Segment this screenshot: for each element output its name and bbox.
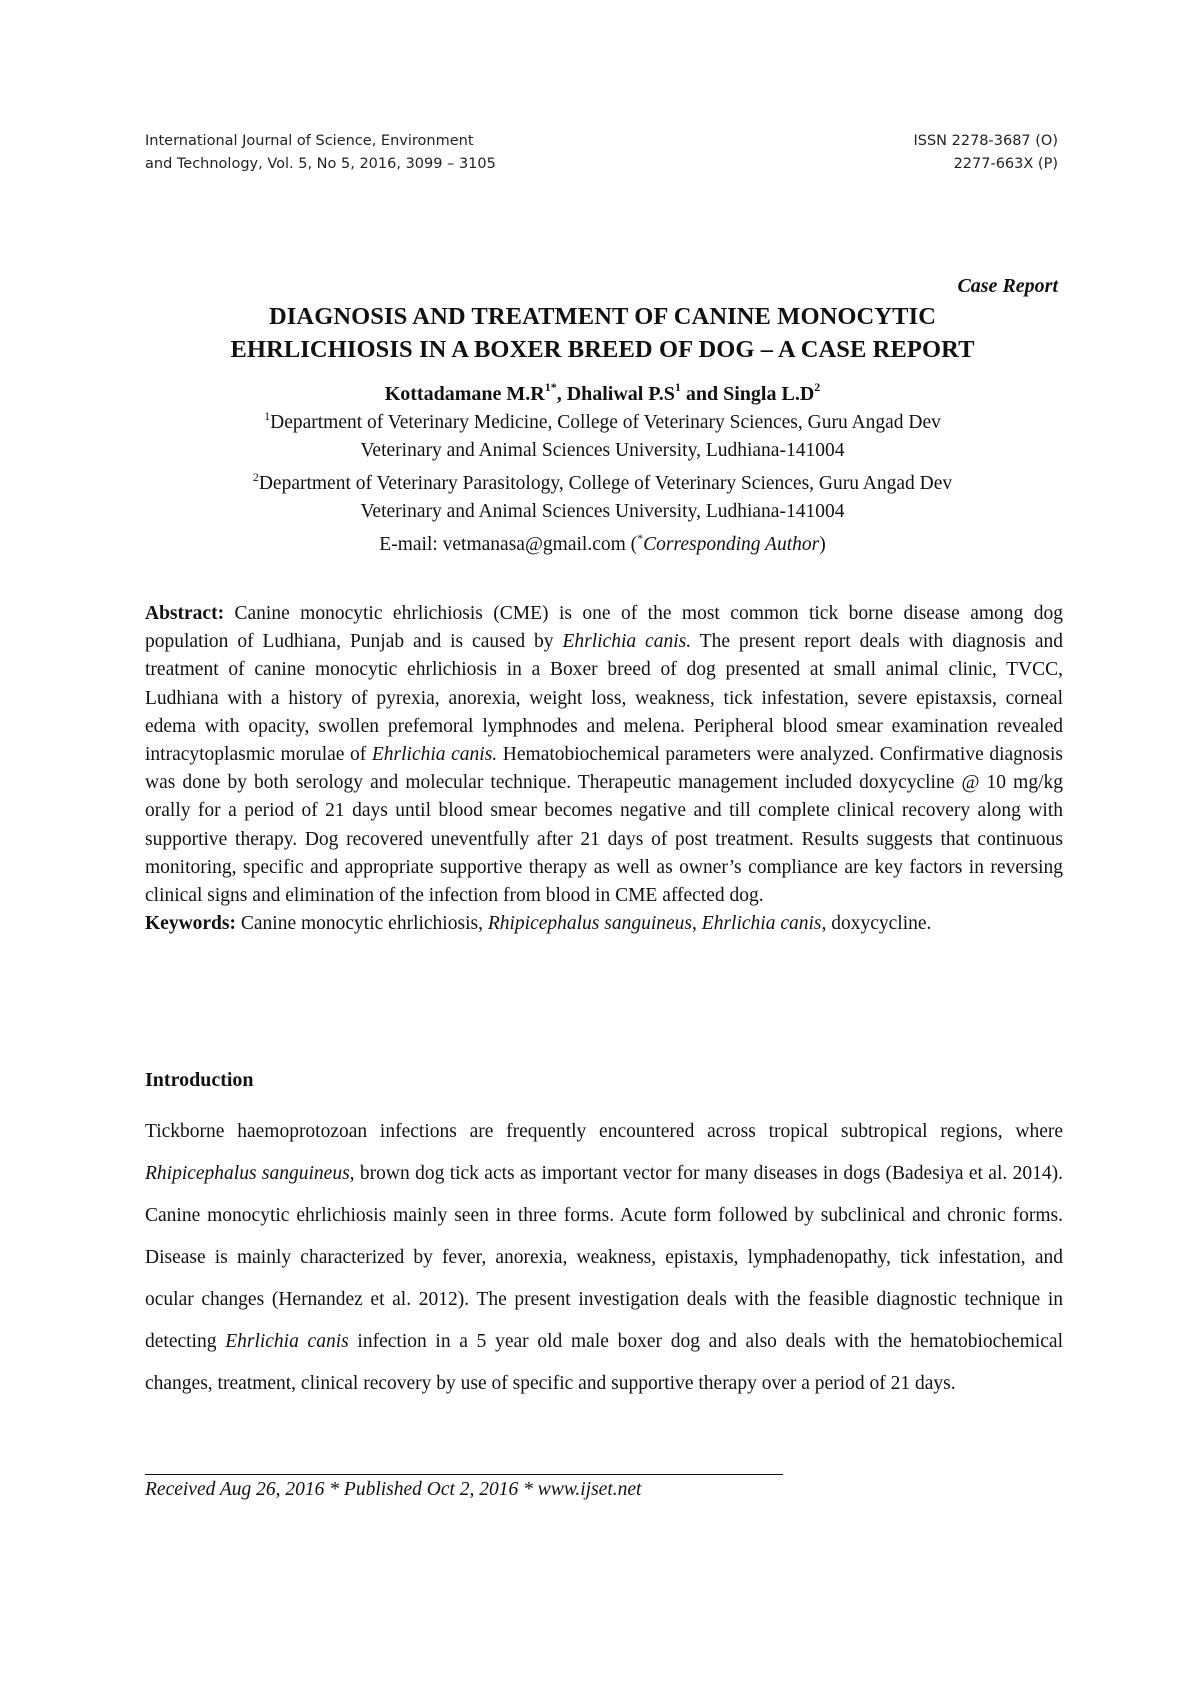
author-1: Kottadamane M.R (384, 383, 545, 405)
author-separator: and (680, 383, 724, 405)
affiliation-2-line-1: $^2$Department of Veterinary Parasitology, College of Veterinary Sciences, Guru Angad Dev (252, 470, 953, 494)
footer-divider (145, 1474, 783, 1475)
author-3: Singla L.D (723, 383, 815, 405)
introduction-paragraph: Tickborne haemoprotozoan infections are frequently encountered across tropical subtropical regions, where Rhipicephalus sanguineus, brown dog tick acts as important vector for many diseases in dogs (Badesiya et al. 2014). Canine monocytic ehrlichiosis mainly seen in three forms. Acute form followed by subclinical and chronic forms. Disease is mainly characterized by fever, anorexia, weakness, epistaxis, lymphadenopathy, tick infestation, and ocular changes (Hernandez et al. 2012). The present investigation deals with the feasible diagnostic technique in detecting Ehrlichia canis infection in a 5 year old male boxer dog and also deals with the hematobiochemical changes, treatment, clinical recovery by use of specific and supportive therapy over a period of 21 days. (145, 1121, 1063, 1394)
species-name: Ehrlichia canis. (562, 631, 692, 653)
article-type-label: Case Report (957, 275, 1058, 297)
keywords-paragraph: Keywords: Canine monocytic ehrlichiosis, Rhipicephalus sanguineus, Ehrlichia canis, doxycycline. (145, 913, 932, 935)
author-separator: , (556, 383, 567, 405)
title-line-2: EHRLICHIOSIS IN A BOXER BREED OF DOG – A CASE REPORT (230, 336, 975, 363)
author-1-affil-mark: 1* (544, 380, 557, 394)
affiliation-2-mark: 2 (252, 470, 259, 484)
species-name: Ehrlichia canis (225, 1331, 349, 1352)
issn-block (913, 130, 1058, 176)
author-2-affil-mark: 1 (674, 380, 681, 394)
journal-line-2: and Technology, Vol. 5, No 5, 2016, 3099 – 3105 (145, 156, 496, 172)
publication-footer: Received Aug 26, 2016 * Published Oct 2, 2016 * www.ijset.net (145, 1479, 642, 1500)
title-line-1: DIAGNOSIS AND TREATMENT OF CANINE MONOCYTIC (268, 303, 937, 330)
affiliation-1-mark: 1 (264, 409, 271, 423)
issn-online: ISSN 2278-3687 (O) (913, 133, 1058, 149)
author-2: Dhaliwal P.S (566, 383, 675, 405)
corresponding-email: E-mail: vetmanasa@gmail.com (*Corresponding Author) (379, 531, 826, 555)
paper-title (140, 300, 1065, 366)
author-3-affil-mark: 2 (814, 380, 821, 394)
affiliations (140, 403, 1065, 559)
affiliation-1-line-1: $^1$Department of Veterinary Medicine, College of Veterinary Sciences, Guru Angad Dev (264, 409, 941, 433)
corresponding-mark: * (637, 531, 644, 545)
introduction-heading: Introduction (145, 1069, 254, 1091)
keywords-label: Keywords: (145, 913, 236, 935)
issn-print: 2277-663X (P) (953, 156, 1058, 172)
journal-citation (145, 130, 496, 176)
species-name: Rhipicephalus sanguineus (487, 913, 693, 935)
species-name: Rhipicephalus sanguineus (145, 1163, 350, 1184)
species-name: Ehrlichia canis (701, 913, 822, 935)
species-name: Ehrlichia canis. (371, 744, 498, 766)
abstract-section (145, 600, 1063, 938)
affiliation-1-line-2: Veterinary and Animal Sciences University, Ludhiana-141004 (360, 439, 845, 461)
journal-line-1: International Journal of Science, Environment (145, 133, 474, 149)
corresponding-author-note: Corresponding Author (643, 534, 820, 555)
abstract-paragraph: Abstract: Canine monocytic ehrlichiosis (CME) is one of the most common tick borne disease among dog population of Ludhiana, Punjab and is caused by Ehrlichia canis. The present report deals with diagnosis and treatment of canine monocytic ehrlichiosis in a Boxer breed of dog presented at small animal clinic, TVCC, Ludhiana with a history of pyrexia, anorexia, weight loss, weakness, tick infestation, severe epistaxsis, corneal edema with opacity, swollen prefemoral lymphnodes and melena. Peripheral blood smear examination revealed intracytoplasmic morulae of Ehrlichia canis. Hematobiochemical parameters were analyzed. Confirmative diagnosis was done by both serology and molecular technique. Therapeutic management included doxycycline @ 10 mg/kg orally for a period of 21 days until blood smear becomes negative and till complete clinical recovery along with supportive therapy. Dog recovered uneventfully after 21 days of post treatment. Results suggests that continuous monitoring, specific and appropriate supportive therapy as well as owner’s compliance are key factors in reversing clinical signs and elimination of the infection from blood in CME affected dog. (145, 603, 1064, 907)
affiliation-2-line-2: Veterinary and Animal Sciences University, Ludhiana-141004 (360, 500, 845, 522)
abstract-label: Abstract: (145, 603, 225, 624)
